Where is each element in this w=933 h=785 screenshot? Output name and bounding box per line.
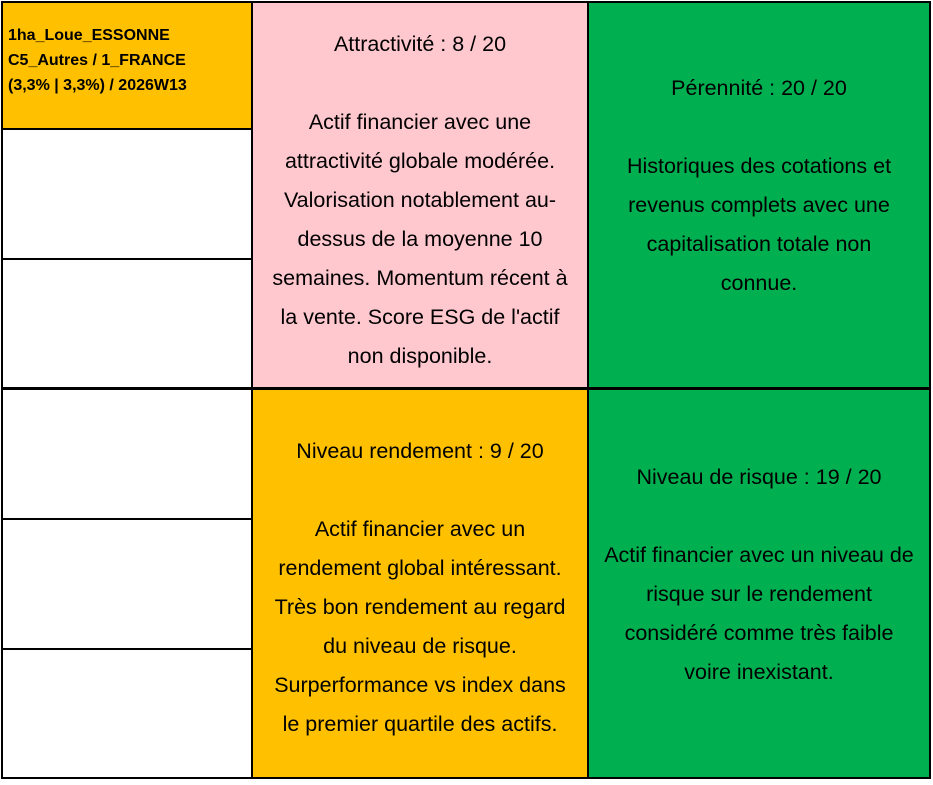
rendement-title: Niveau rendement : 9 / 20 <box>296 439 544 463</box>
perennite-title: Pérennité : 20 / 20 <box>671 76 847 100</box>
description-line: semaines. Momentum récent à <box>272 266 568 290</box>
description-line: Surperformance vs index dans <box>274 673 566 697</box>
rendement-cell[interactable] <box>251 388 589 779</box>
empty-cell[interactable] <box>1 648 253 779</box>
asset-period: (3,3% | 3,3%) / 2026W13 <box>8 77 187 94</box>
description-line: connue. <box>720 271 798 295</box>
description-line: Actif financier avec un <box>314 517 526 541</box>
description-line: Actif financier avec une <box>308 110 532 134</box>
empty-cell[interactable] <box>1 518 253 650</box>
attractivite-cell[interactable] <box>251 1 589 389</box>
risque-title: Niveau de risque : 19 / 20 <box>636 464 882 489</box>
description-line: non disponible. <box>347 344 493 368</box>
description-line: Valorisation notablement au- <box>283 188 557 212</box>
empty-cell[interactable] <box>1 388 253 520</box>
description-line: revenus complets avec une <box>628 193 890 217</box>
attractivite-title: Attractivité : 8 / 20 <box>333 32 507 56</box>
perennite-cell[interactable] <box>587 1 931 389</box>
description-line: dessus de la moyenne 10 <box>297 227 543 251</box>
description-line: rendement global intéressant. <box>278 556 562 580</box>
risque-description <box>591 536 927 692</box>
description-line: du niveau de risque. <box>323 634 517 658</box>
description-line: Historiques des cotations et <box>626 154 892 178</box>
empty-cell[interactable] <box>1 258 253 389</box>
perennite-description <box>591 147 927 303</box>
rendement-description <box>255 510 585 744</box>
description-line: la vente. Score ESG de l'actif <box>280 305 560 329</box>
asset-name: 1ha_Loue_ESSONNE <box>8 27 170 44</box>
empty-cell[interactable] <box>1 128 253 260</box>
attractivite-description <box>255 103 585 376</box>
description-line: voire inexistant. <box>684 659 834 684</box>
description-line: Actif financier avec un niveau de <box>604 542 914 567</box>
description-line: le premier quartile des actifs. <box>282 712 558 736</box>
description-line: considéré comme très faible <box>624 620 894 645</box>
asset-category: C5_Autres / 1_FRANCE <box>8 52 186 69</box>
asset-header-cell[interactable] <box>1 1 253 130</box>
description-line: attractivité globale modérée. <box>284 149 556 173</box>
description-line: capitalisation totale non <box>646 232 872 256</box>
risque-cell[interactable] <box>587 388 931 779</box>
description-line: risque sur le rendement <box>646 581 872 606</box>
description-line: Très bon rendement au regard <box>274 595 566 619</box>
